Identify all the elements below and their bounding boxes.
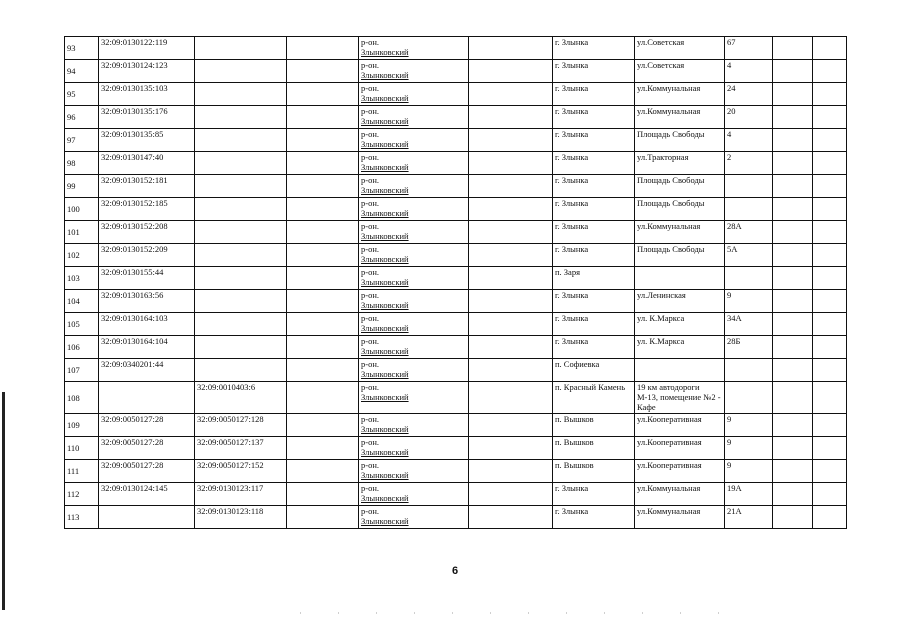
street-cell: ул.Советская <box>635 60 725 83</box>
empty-cell <box>287 244 359 267</box>
table-row <box>65 106 847 129</box>
locality-cell: г. Злынка <box>553 175 635 198</box>
district-line-2: Злынковский <box>361 447 409 457</box>
empty-cell <box>287 129 359 152</box>
district-line-1: р-он. <box>361 336 380 346</box>
empty-cell <box>773 106 813 129</box>
empty-cell <box>773 336 813 359</box>
table-row <box>65 290 847 313</box>
district-cell <box>359 267 469 290</box>
street-cell: ул.Кооперативная <box>635 460 725 483</box>
street-cell: ул.Кооперативная <box>635 414 725 437</box>
locality-cell: п. Софиевка <box>553 359 635 382</box>
cadastral-number-cell: 32:09:0130135:85 <box>99 129 195 152</box>
district-line-2: Злынковский <box>361 185 409 195</box>
premises-cadastral-number-cell <box>195 198 287 221</box>
street-cell <box>635 359 725 382</box>
empty-cell <box>773 460 813 483</box>
locality-cell: г. Злынка <box>553 290 635 313</box>
empty-cell <box>813 460 847 483</box>
street-cell <box>635 267 725 290</box>
empty-cell <box>287 198 359 221</box>
district-line-1: р-он. <box>361 175 380 185</box>
street-cell: ул. К.Маркса <box>635 336 725 359</box>
row-number-cell: 113 <box>65 506 99 529</box>
locality-cell: г. Злынка <box>553 198 635 221</box>
row-number-cell: 108 <box>65 382 99 414</box>
empty-cell <box>813 221 847 244</box>
district-line-2: Злынковский <box>361 392 409 402</box>
empty-cell <box>773 437 813 460</box>
locality-cell: г. Злынка <box>553 129 635 152</box>
house-number-cell: 4 <box>725 60 773 83</box>
empty-cell <box>469 60 553 83</box>
house-number-cell <box>725 198 773 221</box>
row-number-cell: 100 <box>65 198 99 221</box>
table-row <box>65 37 847 60</box>
cadastral-number-cell: 32:09:0130152:208 <box>99 221 195 244</box>
empty-cell <box>813 83 847 106</box>
locality-cell: г. Злынка <box>553 152 635 175</box>
district-cell <box>359 313 469 336</box>
empty-cell <box>287 359 359 382</box>
empty-cell <box>469 106 553 129</box>
premises-cadastral-number-cell <box>195 106 287 129</box>
cadastral-number-cell <box>99 506 195 529</box>
empty-cell <box>773 359 813 382</box>
district-line-1: р-он. <box>361 83 380 93</box>
locality-cell: г. Злынка <box>553 244 635 267</box>
empty-cell <box>469 83 553 106</box>
table-row <box>65 483 847 506</box>
empty-cell <box>287 83 359 106</box>
empty-cell <box>287 152 359 175</box>
district-cell <box>359 175 469 198</box>
table-row <box>65 437 847 460</box>
empty-cell <box>773 267 813 290</box>
table-row <box>65 175 847 198</box>
locality-cell: г. Злынка <box>553 37 635 60</box>
street-cell: ул. К.Маркса <box>635 313 725 336</box>
row-number-cell: 112 <box>65 483 99 506</box>
cadastral-number-cell: 32:09:0130135:103 <box>99 83 195 106</box>
empty-cell <box>469 437 553 460</box>
row-number-cell: 95 <box>65 83 99 106</box>
district-cell <box>359 506 469 529</box>
house-number-cell: 2 <box>725 152 773 175</box>
empty-cell <box>469 359 553 382</box>
house-number-cell <box>725 175 773 198</box>
row-number-cell: 105 <box>65 313 99 336</box>
empty-cell <box>287 37 359 60</box>
street-cell: Площадь Свободы <box>635 129 725 152</box>
street-cell: ул.Коммунальная <box>635 106 725 129</box>
cadastral-number-cell: 32:09:0130163:56 <box>99 290 195 313</box>
empty-cell <box>469 460 553 483</box>
table-row <box>65 60 847 83</box>
cadastral-number-cell: 32:09:0050127:28 <box>99 460 195 483</box>
empty-cell <box>813 359 847 382</box>
cadastral-number-cell <box>99 382 195 414</box>
district-line-2: Злынковский <box>361 162 409 172</box>
locality-cell: п. Красный Камень <box>553 382 635 414</box>
district-line-1: р-он. <box>361 198 380 208</box>
empty-cell <box>813 60 847 83</box>
empty-cell <box>773 60 813 83</box>
district-line-2: Злынковский <box>361 47 409 57</box>
empty-cell <box>773 244 813 267</box>
empty-cell <box>813 483 847 506</box>
street-cell: ул.Коммунальная <box>635 83 725 106</box>
empty-cell <box>469 506 553 529</box>
empty-cell <box>773 506 813 529</box>
empty-cell <box>287 506 359 529</box>
empty-cell <box>773 483 813 506</box>
house-number-cell: 9 <box>725 460 773 483</box>
street-cell: 19 км автодороги М-13, помещение №2 - Кафе <box>635 382 725 414</box>
empty-cell <box>287 437 359 460</box>
premises-cadastral-number-cell <box>195 152 287 175</box>
cadastral-number-cell: 32:09:0050127:28 <box>99 437 195 460</box>
empty-cell <box>813 244 847 267</box>
empty-cell <box>813 290 847 313</box>
house-number-cell: 9 <box>725 290 773 313</box>
table-row <box>65 359 847 382</box>
table-row <box>65 506 847 529</box>
empty-cell <box>813 37 847 60</box>
empty-cell <box>287 460 359 483</box>
house-number-cell: 9 <box>725 414 773 437</box>
empty-cell <box>469 152 553 175</box>
empty-cell <box>287 106 359 129</box>
street-cell: ул.Коммунальная <box>635 483 725 506</box>
table-row <box>65 313 847 336</box>
empty-cell <box>773 129 813 152</box>
district-line-1: р-он. <box>361 60 380 70</box>
premises-cadastral-number-cell <box>195 175 287 198</box>
empty-cell <box>813 336 847 359</box>
house-number-cell: 5А <box>725 244 773 267</box>
cadastral-number-cell: 32:09:0130164:103 <box>99 313 195 336</box>
premises-cadastral-number-cell <box>195 359 287 382</box>
district-line-1: р-он. <box>361 414 380 424</box>
empty-cell <box>469 198 553 221</box>
empty-cell <box>773 313 813 336</box>
row-number-cell: 109 <box>65 414 99 437</box>
empty-cell <box>813 414 847 437</box>
empty-cell <box>287 414 359 437</box>
cadastral-number-cell: 32:09:0130152:185 <box>99 198 195 221</box>
district-line-1: р-он. <box>361 382 380 392</box>
row-number-cell: 111 <box>65 460 99 483</box>
district-line-2: Злынковский <box>361 323 409 333</box>
district-cell <box>359 336 469 359</box>
district-line-1: р-он. <box>361 244 380 254</box>
table-row <box>65 221 847 244</box>
house-number-cell <box>725 382 773 414</box>
district-line-2: Злынковский <box>361 116 409 126</box>
table-row <box>65 198 847 221</box>
empty-cell <box>813 129 847 152</box>
cadastral-number-cell: 32:09:0130122:119 <box>99 37 195 60</box>
row-number-cell: 101 <box>65 221 99 244</box>
cadastral-number-cell: 32:09:0130147:40 <box>99 152 195 175</box>
table-row <box>65 382 847 414</box>
empty-cell <box>287 483 359 506</box>
empty-cell <box>469 244 553 267</box>
cadastral-number-cell: 32:09:0130124:145 <box>99 483 195 506</box>
district-line-2: Злынковский <box>361 254 409 264</box>
locality-cell: г. Злынка <box>553 313 635 336</box>
district-line-2: Злынковский <box>361 93 409 103</box>
premises-cadastral-number-cell <box>195 37 287 60</box>
scan-edge-mark <box>2 392 5 610</box>
empty-cell <box>813 152 847 175</box>
empty-cell <box>773 221 813 244</box>
empty-cell <box>813 506 847 529</box>
district-line-1: р-он. <box>361 506 380 516</box>
page-number: 6 <box>452 565 459 577</box>
house-number-cell: 20 <box>725 106 773 129</box>
empty-cell <box>469 37 553 60</box>
row-number-cell: 107 <box>65 359 99 382</box>
street-cell: ул.Кооперативная <box>635 437 725 460</box>
empty-cell <box>813 175 847 198</box>
district-line-2: Злынковский <box>361 231 409 241</box>
district-line-1: р-он. <box>361 359 380 369</box>
district-line-2: Злынковский <box>361 424 409 434</box>
cadastral-number-cell: 32:09:0130152:181 <box>99 175 195 198</box>
empty-cell <box>773 175 813 198</box>
table-body <box>65 37 847 529</box>
premises-cadastral-number-cell: 32:09:0050127:152 <box>195 460 287 483</box>
house-number-cell <box>725 267 773 290</box>
district-cell <box>359 414 469 437</box>
district-cell <box>359 382 469 414</box>
empty-cell <box>287 175 359 198</box>
row-number-cell: 104 <box>65 290 99 313</box>
district-line-1: р-он. <box>361 313 380 323</box>
empty-cell <box>469 483 553 506</box>
empty-cell <box>287 60 359 83</box>
district-cell <box>359 37 469 60</box>
house-number-cell: 24 <box>725 83 773 106</box>
district-cell <box>359 198 469 221</box>
locality-cell: г. Злынка <box>553 83 635 106</box>
district-line-1: р-он. <box>361 106 380 116</box>
house-number-cell: 4 <box>725 129 773 152</box>
locality-cell: п. Вышков <box>553 414 635 437</box>
locality-cell: г. Злынка <box>553 60 635 83</box>
district-cell <box>359 152 469 175</box>
premises-cadastral-number-cell <box>195 336 287 359</box>
locality-cell: г. Злынка <box>553 221 635 244</box>
district-line-1: р-он. <box>361 437 380 447</box>
cadastral-number-cell: 32:09:0340201:44 <box>99 359 195 382</box>
empty-cell <box>287 336 359 359</box>
locality-cell: г. Злынка <box>553 506 635 529</box>
empty-cell <box>813 267 847 290</box>
cadastral-number-cell: 32:09:0130124:123 <box>99 60 195 83</box>
scan-artifact-line <box>300 612 720 614</box>
empty-cell <box>813 313 847 336</box>
premises-cadastral-number-cell <box>195 313 287 336</box>
locality-cell: п. Вышков <box>553 437 635 460</box>
district-line-2: Злынковский <box>361 70 409 80</box>
empty-cell <box>287 290 359 313</box>
district-cell <box>359 244 469 267</box>
district-line-2: Злынковский <box>361 346 409 356</box>
district-line-2: Злынковский <box>361 139 409 149</box>
table-row <box>65 267 847 290</box>
district-cell <box>359 106 469 129</box>
empty-cell <box>773 382 813 414</box>
street-cell: ул.Коммунальная <box>635 506 725 529</box>
district-cell <box>359 129 469 152</box>
locality-cell: п. Заря <box>553 267 635 290</box>
table-row <box>65 414 847 437</box>
empty-cell <box>773 198 813 221</box>
row-number-cell: 98 <box>65 152 99 175</box>
empty-cell <box>469 313 553 336</box>
empty-cell <box>469 221 553 244</box>
district-line-2: Злынковский <box>361 470 409 480</box>
row-number-cell: 99 <box>65 175 99 198</box>
district-line-1: р-он. <box>361 152 380 162</box>
locality-cell: г. Злынка <box>553 483 635 506</box>
empty-cell <box>469 414 553 437</box>
street-cell: Площадь Свободы <box>635 244 725 267</box>
district-line-1: р-он. <box>361 267 380 277</box>
empty-cell <box>287 221 359 244</box>
row-number-cell: 93 <box>65 37 99 60</box>
cadastral-number-cell: 32:09:0130152:209 <box>99 244 195 267</box>
cadastral-number-cell: 32:09:0130135:176 <box>99 106 195 129</box>
street-cell: Площадь Свободы <box>635 175 725 198</box>
locality-cell: п. Вышков <box>553 460 635 483</box>
district-line-1: р-он. <box>361 37 380 47</box>
premises-cadastral-number-cell <box>195 267 287 290</box>
street-cell: ул.Советская <box>635 37 725 60</box>
district-line-2: Злынковский <box>361 516 409 526</box>
table-row <box>65 129 847 152</box>
row-number-cell: 94 <box>65 60 99 83</box>
row-number-cell: 102 <box>65 244 99 267</box>
row-number-cell: 103 <box>65 267 99 290</box>
empty-cell <box>813 106 847 129</box>
empty-cell <box>813 382 847 414</box>
district-line-1: р-он. <box>361 460 380 470</box>
table-row <box>65 83 847 106</box>
district-cell <box>359 483 469 506</box>
cadastral-number-cell: 32:09:0130155:44 <box>99 267 195 290</box>
district-cell <box>359 460 469 483</box>
locality-cell: г. Злынка <box>553 106 635 129</box>
house-number-cell: 67 <box>725 37 773 60</box>
empty-cell <box>287 267 359 290</box>
premises-cadastral-number-cell <box>195 60 287 83</box>
district-line-2: Злынковский <box>361 369 409 379</box>
district-cell <box>359 437 469 460</box>
empty-cell <box>469 290 553 313</box>
empty-cell <box>469 129 553 152</box>
district-cell <box>359 83 469 106</box>
street-cell: ул.Тракторная <box>635 152 725 175</box>
empty-cell <box>773 83 813 106</box>
house-number-cell: 28Б <box>725 336 773 359</box>
table-row <box>65 460 847 483</box>
empty-cell <box>773 37 813 60</box>
district-line-1: р-он. <box>361 129 380 139</box>
district-line-2: Злынковский <box>361 300 409 310</box>
premises-cadastral-number-cell <box>195 290 287 313</box>
house-number-cell: 9 <box>725 437 773 460</box>
district-cell <box>359 290 469 313</box>
row-number-cell: 96 <box>65 106 99 129</box>
empty-cell <box>469 382 553 414</box>
empty-cell <box>773 152 813 175</box>
district-line-2: Злынковский <box>361 493 409 503</box>
premises-cadastral-number-cell: 32:09:0130123:117 <box>195 483 287 506</box>
property-register-table <box>64 36 847 529</box>
premises-cadastral-number-cell: 32:09:0010403:6 <box>195 382 287 414</box>
table-row <box>65 336 847 359</box>
district-cell <box>359 359 469 382</box>
table-row <box>65 152 847 175</box>
cadastral-number-cell: 32:09:0130164:104 <box>99 336 195 359</box>
premises-cadastral-number-cell <box>195 221 287 244</box>
empty-cell <box>773 290 813 313</box>
premises-cadastral-number-cell: 32:09:0130123:118 <box>195 506 287 529</box>
cadastral-number-cell: 32:09:0050127:28 <box>99 414 195 437</box>
house-number-cell: 21А <box>725 506 773 529</box>
district-cell <box>359 60 469 83</box>
street-cell: ул.Ленинская <box>635 290 725 313</box>
premises-cadastral-number-cell <box>195 244 287 267</box>
house-number-cell <box>725 359 773 382</box>
empty-cell <box>287 382 359 414</box>
row-number-cell: 97 <box>65 129 99 152</box>
premises-cadastral-number-cell: 32:09:0050127:128 <box>195 414 287 437</box>
premises-cadastral-number-cell <box>195 129 287 152</box>
empty-cell <box>469 175 553 198</box>
empty-cell <box>469 336 553 359</box>
district-line-2: Злынковский <box>361 208 409 218</box>
empty-cell <box>469 267 553 290</box>
premises-cadastral-number-cell: 32:09:0050127:137 <box>195 437 287 460</box>
premises-cadastral-number-cell <box>195 83 287 106</box>
district-line-1: р-он. <box>361 290 380 300</box>
house-number-cell: 28А <box>725 221 773 244</box>
district-line-2: Злынковский <box>361 277 409 287</box>
empty-cell <box>813 437 847 460</box>
street-cell: Площадь Свободы <box>635 198 725 221</box>
street-cell: ул.Коммунальная <box>635 221 725 244</box>
row-number-cell: 110 <box>65 437 99 460</box>
house-number-cell: 19А <box>725 483 773 506</box>
row-number-cell: 106 <box>65 336 99 359</box>
district-cell <box>359 221 469 244</box>
table-row <box>65 244 847 267</box>
empty-cell <box>813 198 847 221</box>
district-line-1: р-он. <box>361 483 380 493</box>
locality-cell: г. Злынка <box>553 336 635 359</box>
house-number-cell: 34А <box>725 313 773 336</box>
district-line-1: р-он. <box>361 221 380 231</box>
empty-cell <box>773 414 813 437</box>
empty-cell <box>287 313 359 336</box>
